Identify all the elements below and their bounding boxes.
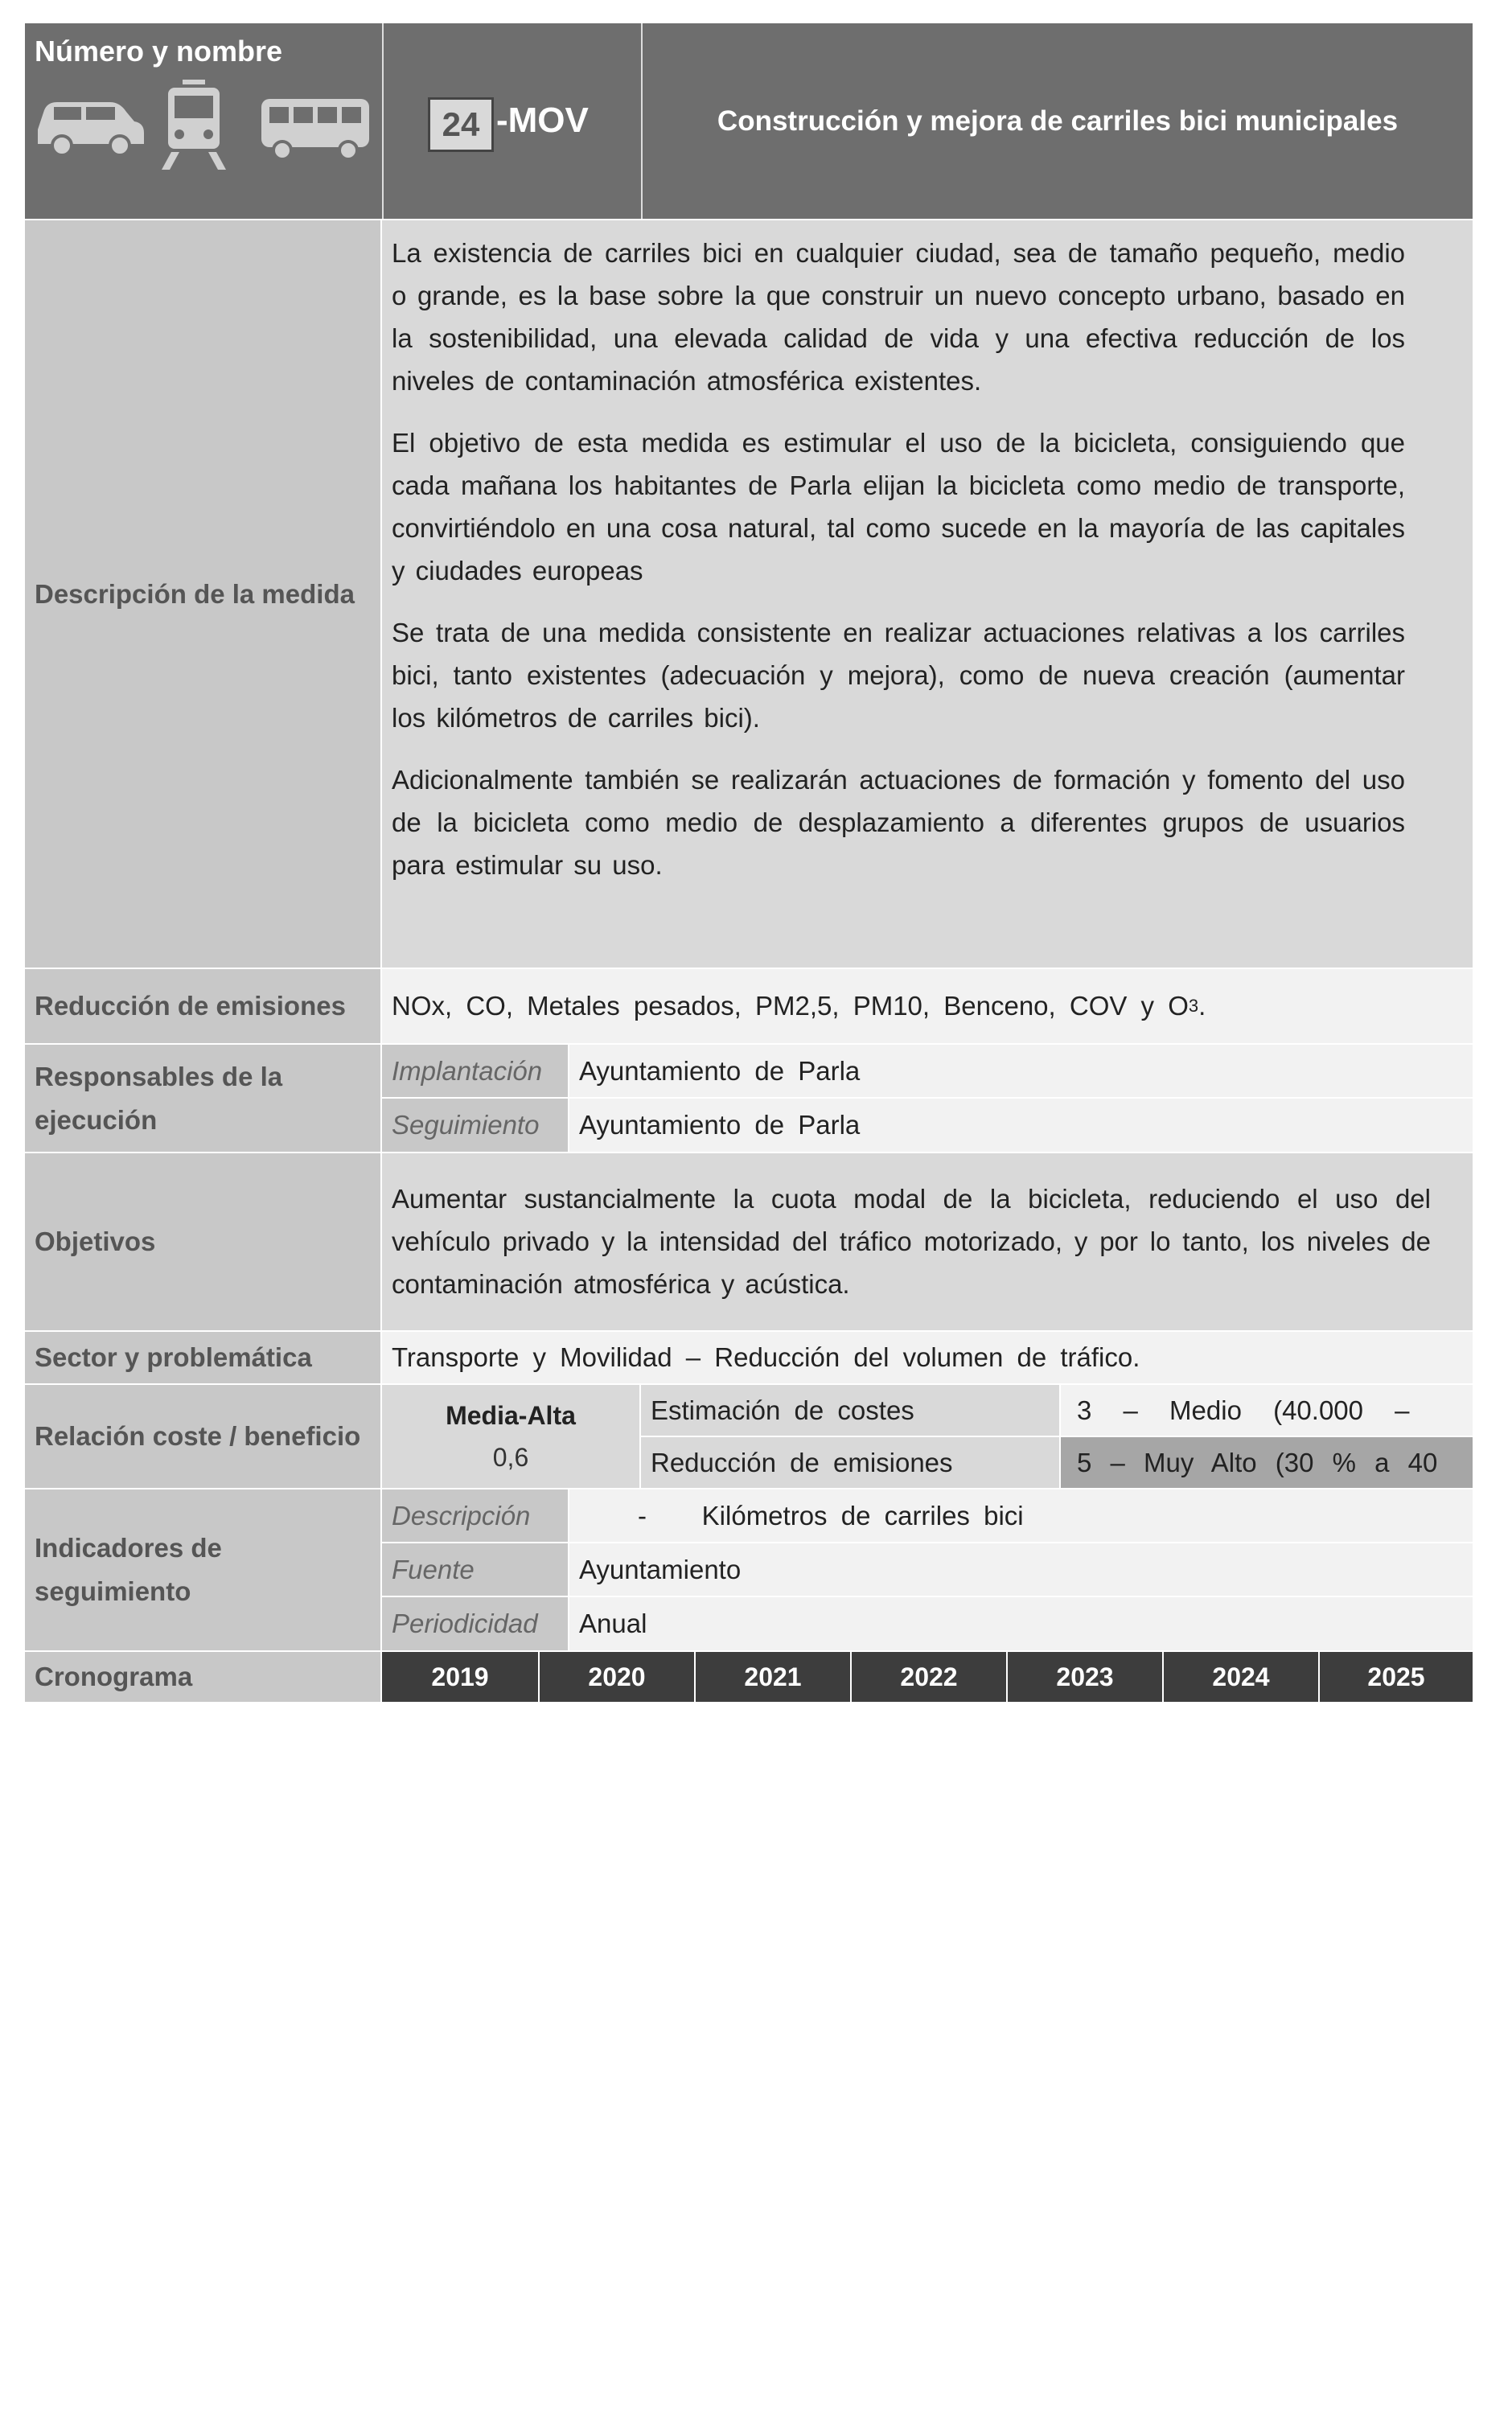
car-icon — [38, 102, 144, 155]
emission-reduction-value: 5 – Muy Alto (30 % a 40 — [1061, 1437, 1473, 1488]
emission-reduction-label: Reducción de emisiones — [641, 1437, 1059, 1488]
objectives-label: Objetivos — [25, 1153, 380, 1330]
measure-number: 24 — [428, 97, 494, 152]
indicator-description-value: - Kilómetros de carriles bici — [569, 1489, 1473, 1542]
sector-value: Transporte y Movilidad – Reducción del volumen de tráfico. — [382, 1332, 1473, 1383]
cost-benefit-rating: Media-Alta — [446, 1401, 576, 1430]
description-paragraph: Adicionalmente también se realizarán actuaciones de formación y fomento del uso de la bicicleta como medio de desplazamiento a diferentes grupos de usuarios para estimular su uso. — [392, 765, 1405, 880]
responsibles-row — [25, 1045, 1473, 1152]
schedule-label: Cronograma — [25, 1652, 380, 1702]
objectives-body — [382, 1153, 1473, 1330]
implantacion-label: Implantación — [382, 1045, 568, 1097]
schedule-row — [25, 1652, 1473, 1702]
indicators-label: Indicadores de seguimiento — [25, 1489, 380, 1650]
description-paragraph: La existencia de carriles bici en cualquier ciudad, sea de tamaño pequeño, medio o grande, es la base sobre la que construir un nuevo concepto urbano, basado en la sostenibilidad, una elevada calidad de vida y una efectiva reducción de los niveles de contaminación atmosférica existentes. — [392, 238, 1405, 396]
emissions-value: NOx, CO, Metales pesados, PM2,5, PM10, Benceno, COV y O 3 . — [382, 969, 1473, 1043]
cost-estimate-value: 3 – Medio (40.000 – — [1061, 1385, 1473, 1436]
cost-benefit-rating-cell — [382, 1385, 639, 1488]
description-body — [382, 220, 1473, 968]
description-paragraph: El objetivo de esta medida es estimular el uso de la bicicleta, consiguiendo que cada mañana los habitantes de Parla elijan la bicicleta como medio de transporte, convirtiéndolo en una cosa natural, tal como sucede en la mayoría de las capitales y ciudades europeas — [392, 428, 1405, 586]
schedule-year: 2021 — [694, 1652, 850, 1702]
cost-estimate-label: Estimación de costes — [641, 1385, 1059, 1436]
schedule-year: 2020 — [538, 1652, 694, 1702]
header-row — [25, 23, 1473, 219]
indicator-frequency-value: Anual — [569, 1597, 1473, 1650]
objectives-row — [25, 1153, 1473, 1330]
sector-label: Sector y problemática — [25, 1332, 380, 1383]
indicator-source-label: Fuente — [382, 1543, 568, 1596]
description-label: Descripción de la medida — [25, 220, 380, 968]
schedule-year: 2024 — [1162, 1652, 1318, 1702]
schedule-year: 2019 — [380, 1652, 538, 1702]
schedule-year: 2023 — [1006, 1652, 1162, 1702]
seguimiento-value: Ayuntamiento de Parla — [569, 1099, 1473, 1152]
measure-code-suffix: -MOV — [496, 101, 589, 140]
measure-sheet — [25, 23, 1473, 1702]
indicator-description-label: Descripción — [382, 1489, 568, 1542]
cost-benefit-label: Relación coste / beneficio — [25, 1385, 380, 1488]
indicators-row — [25, 1489, 1473, 1650]
bus-icon — [261, 99, 369, 159]
emissions-row — [25, 969, 1473, 1043]
train-icon — [162, 80, 226, 170]
responsibles-label: Responsables de la ejecución — [25, 1045, 380, 1152]
description-paragraph: Se trata de una medida consistente en realizar actuaciones relativas a los carriles bici, tanto existentes (adecuación y mejora), como de nueva creación (aumentar los kilómetros de carriles bici). — [392, 618, 1405, 733]
header-divider — [382, 23, 384, 219]
cost-benefit-score: 0,6 — [492, 1443, 529, 1472]
indicator-frequency-label: Periodicidad — [382, 1597, 568, 1650]
description-row — [25, 220, 1473, 968]
header-label: Número y nombre — [35, 35, 283, 68]
sector-row — [25, 1332, 1473, 1383]
implantacion-value: Ayuntamiento de Parla — [569, 1045, 1473, 1097]
seguimiento-label: Seguimiento — [382, 1099, 568, 1152]
cost-benefit-row — [25, 1385, 1473, 1488]
emissions-label: Reducción de emisiones — [25, 969, 380, 1043]
objectives-text: Aumentar sustancialmente la cuota modal de la bicicleta, reduciendo el uso del vehículo privado y la intensidad del tráfico motorizado, y por lo tanto, los niveles de contaminación atmosférica y acústica. — [392, 1184, 1431, 1299]
schedule-year: 2025 — [1318, 1652, 1473, 1702]
transport-icons — [36, 80, 374, 176]
schedule-year: 2022 — [850, 1652, 1006, 1702]
measure-title: Construcción y mejora de carriles bici municipales — [717, 105, 1399, 137]
indicator-source-value: Ayuntamiento — [569, 1543, 1473, 1596]
